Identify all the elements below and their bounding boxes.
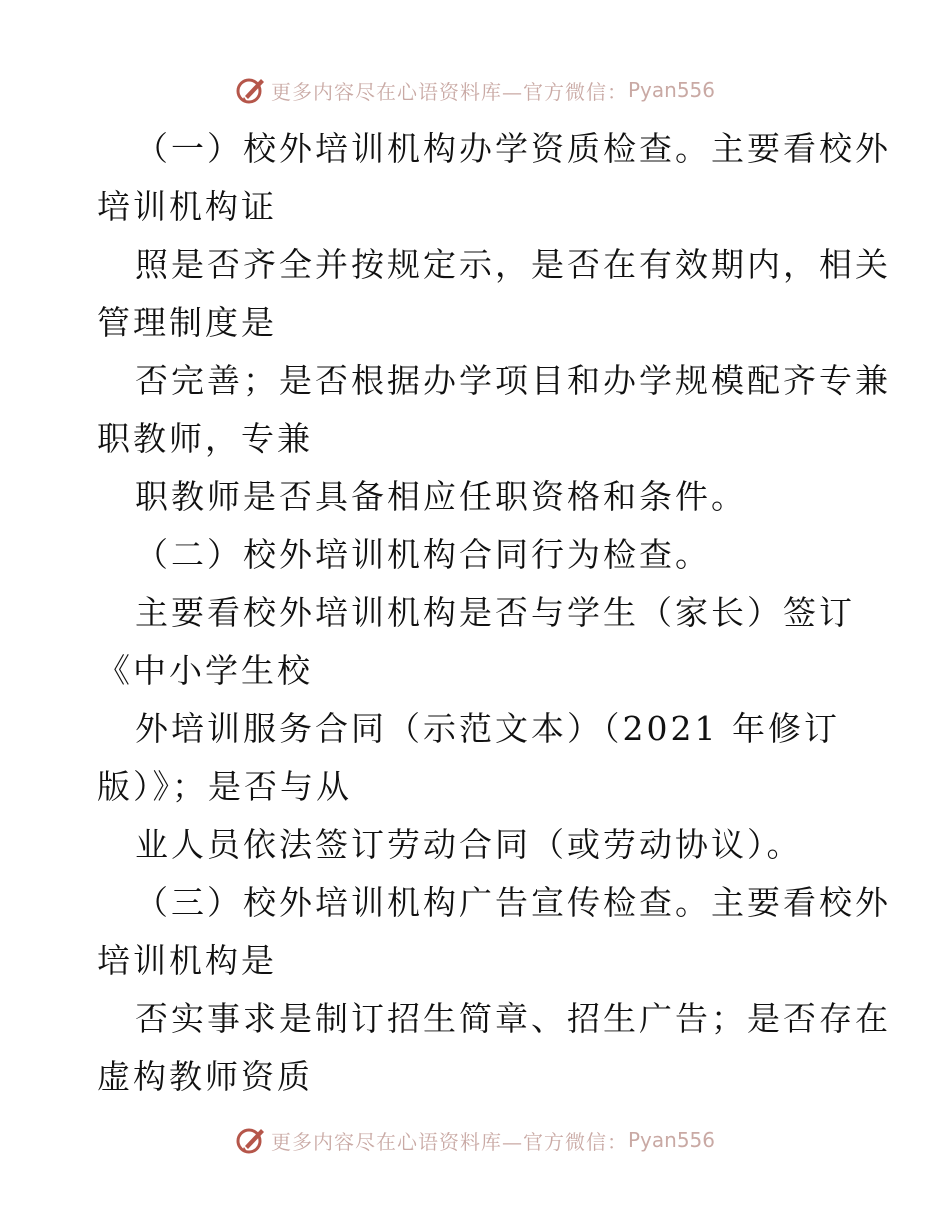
- header-banner: [0, 70, 950, 110]
- body-line: 管理制度是: [97, 303, 277, 342]
- body-line: 照是否齐全并按规定示，是否在有效期内，相关: [135, 245, 891, 284]
- quill-logo-icon: [235, 1124, 267, 1156]
- body-line: 培训机构证: [97, 187, 277, 226]
- body-line: 版）》；是否与从: [97, 767, 352, 806]
- body-line: 虚构教师资质: [97, 1057, 313, 1096]
- body-line: 否完善；是否根据办学项目和办学规模配齐专兼: [135, 361, 891, 400]
- body-line: 职教师，专兼: [97, 419, 313, 458]
- body-line: （三）校外培训机构广告宣传检查。主要看校外: [135, 883, 891, 922]
- body-line: 《中小学生校: [97, 651, 313, 690]
- footer-banner: [0, 1120, 950, 1160]
- body-line: 业人员依法签订劳动合同（或劳动协议）。: [135, 825, 803, 864]
- body-line: 主要看校外培训机构是否与学生（家长）签订: [135, 593, 855, 632]
- body-line: 外培训服务合同（示范文本）（2021 年修订: [135, 709, 840, 748]
- document-body: [97, 120, 891, 1106]
- header-banner-contact: Pyan556: [627, 78, 715, 102]
- body-line: 培训机构是: [97, 941, 277, 980]
- body-line: （一）校外培训机构办学资质检查。主要看校外: [135, 129, 891, 168]
- body-line: 否实事求是制订招生简章、招生广告；是否存在: [135, 999, 891, 1038]
- footer-banner-contact: Pyan556: [627, 1128, 715, 1152]
- body-line: 职教师是否具备相应任职资格和条件。: [135, 477, 747, 516]
- quill-logo-icon: [235, 74, 267, 106]
- header-banner-text: 更多内容尽在心语资料库—官方微信：: [270, 79, 628, 104]
- body-line: （二）校外培训机构合同行为检查。: [135, 535, 711, 574]
- footer-banner-text: 更多内容尽在心语资料库—官方微信：: [270, 1129, 628, 1154]
